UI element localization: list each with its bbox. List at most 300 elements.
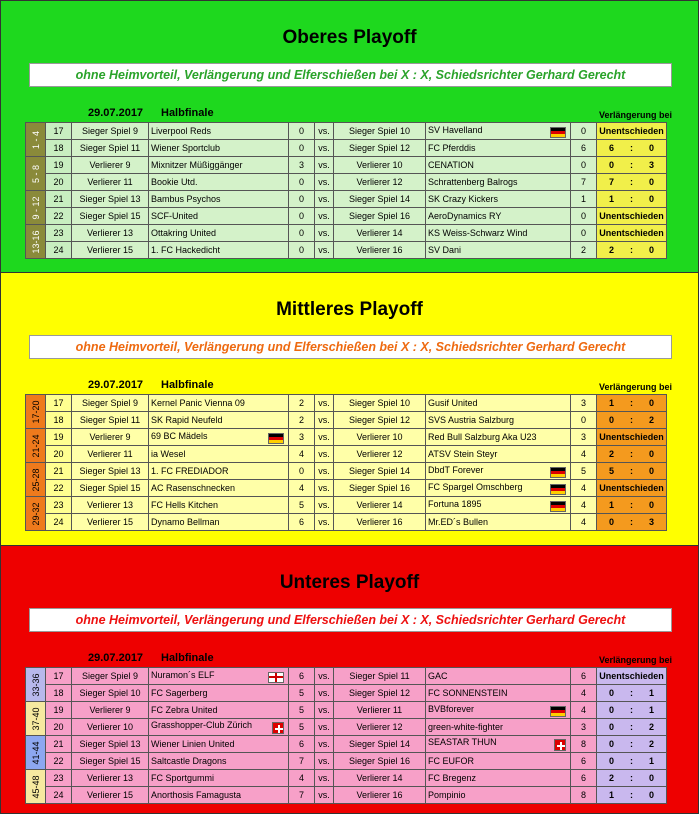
result-a: 0 <box>609 160 615 170</box>
away-team-name: green-white-fighter <box>428 722 504 732</box>
away-slot-label: Verlierer 16 <box>334 242 426 259</box>
rank-group-label: 9 - 12 <box>30 195 41 220</box>
away-team <box>426 208 571 225</box>
home-team-name: Kernel Panic Vienna 09 <box>151 398 245 408</box>
result-score <box>599 500 664 510</box>
result-b: 0 <box>648 449 654 459</box>
home-slot-label: Sieger Spiel 15 <box>72 480 149 497</box>
away-slot-label: Verlierer 16 <box>334 514 426 531</box>
away-team-name: SV Havelland <box>428 124 483 135</box>
home-slot-label: Verlierer 9 <box>72 429 149 446</box>
switzerland-flag-icon <box>272 722 284 734</box>
away-score: 4 <box>571 497 597 514</box>
away-slot-label: Sieger Spiel 14 <box>334 191 426 208</box>
rank-group-label: 45-48 <box>30 774 41 799</box>
home-score: 4 <box>289 770 315 787</box>
rank-group <box>26 497 46 531</box>
home-team-name: Bambus Psychos <box>151 194 221 204</box>
vs-label: vs. <box>315 174 334 191</box>
away-score: 6 <box>571 140 597 157</box>
home-team <box>149 395 289 412</box>
away-team <box>426 191 571 208</box>
away-slot-label: Sieger Spiel 10 <box>334 123 426 140</box>
table-row <box>26 685 667 702</box>
away-score: 4 <box>571 514 597 531</box>
result-sep: : <box>630 688 633 698</box>
result-score <box>599 739 664 749</box>
match-number: 18 <box>46 412 72 429</box>
rules-banner: ohne Heimvorteil, Verlängerung und Elferschießen bei X : X, Schiedsrichter Gerhard Gerecht <box>29 63 672 87</box>
extra-time-result <box>597 242 667 259</box>
result-a: 0 <box>609 688 615 698</box>
result-a: 0 <box>609 739 615 749</box>
germany-flag-icon <box>550 467 566 478</box>
extra-time-header: Verlängerung bei <box>598 382 672 392</box>
match-number: 20 <box>46 446 72 463</box>
home-team <box>149 736 289 753</box>
result-score <box>599 705 664 715</box>
table-row <box>26 242 667 259</box>
result-sep: : <box>630 194 633 204</box>
home-team-name: 1. FC FREDIADOR <box>151 466 229 476</box>
table-row <box>26 429 667 446</box>
away-score: 4 <box>571 685 597 702</box>
home-score: 2 <box>289 412 315 429</box>
table-row <box>26 208 667 225</box>
home-slot-label: Sieger Spiel 13 <box>72 463 149 480</box>
home-team <box>149 719 289 736</box>
away-team-name: FC Spargel Omschberg <box>428 481 523 492</box>
match-number: 23 <box>46 225 72 242</box>
away-team-name: Mr.ED´s Bullen <box>428 517 489 527</box>
rank-group-label: 33-36 <box>30 672 41 697</box>
away-score: 1 <box>571 191 597 208</box>
table-row <box>26 753 667 770</box>
extra-time-result <box>597 429 667 446</box>
away-score: 3 <box>571 429 597 446</box>
extra-time-result <box>597 174 667 191</box>
home-slot-label: Verlierer 15 <box>72 514 149 531</box>
home-score: 0 <box>289 463 315 480</box>
vs-label: vs. <box>315 719 334 736</box>
result-sep: : <box>630 739 633 749</box>
home-team-name: Grasshopper-Club Zürich <box>151 720 253 730</box>
away-score: 6 <box>571 770 597 787</box>
away-score: 8 <box>571 787 597 804</box>
rank-group <box>26 429 46 463</box>
away-slot-label: Verlierer 11 <box>334 702 426 719</box>
result-b: 2 <box>648 722 654 732</box>
vs-label: vs. <box>315 480 334 497</box>
result-score <box>599 466 664 476</box>
away-slot-label: Sieger Spiel 12 <box>334 140 426 157</box>
vs-label: vs. <box>315 497 334 514</box>
away-team <box>426 497 571 514</box>
playoff-section <box>0 272 699 546</box>
match-number: 19 <box>46 429 72 446</box>
germany-flag-icon <box>550 706 566 717</box>
table-row <box>26 497 667 514</box>
result-sep: : <box>630 449 633 459</box>
away-slot-label: Verlierer 10 <box>334 157 426 174</box>
home-score: 0 <box>289 140 315 157</box>
result-b: 0 <box>648 773 654 783</box>
home-slot-label: Sieger Spiel 11 <box>72 140 149 157</box>
vs-label: vs. <box>315 242 334 259</box>
home-team-name: SK Rapid Neufeld <box>151 415 223 425</box>
result-sep: : <box>630 790 633 800</box>
home-team <box>149 770 289 787</box>
away-slot-label: Sieger Spiel 14 <box>334 736 426 753</box>
home-score: 7 <box>289 753 315 770</box>
rank-group <box>26 123 46 157</box>
result-score <box>599 790 664 800</box>
away-team <box>426 140 571 157</box>
home-team-name: 69 BC Mädels <box>151 430 208 441</box>
home-slot-label: Sieger Spiel 11 <box>72 412 149 429</box>
result-a: 1 <box>609 500 615 510</box>
result-sep: : <box>630 773 633 783</box>
result-b: 2 <box>648 739 654 749</box>
result-score <box>599 756 664 766</box>
away-team-name: FC SONNENSTEIN <box>428 688 508 698</box>
vs-label: vs. <box>315 157 334 174</box>
result-b: 0 <box>648 143 654 153</box>
result-score <box>599 194 664 204</box>
result-sep: : <box>630 245 633 255</box>
vs-label: vs. <box>315 702 334 719</box>
home-team-name: ia Wesel <box>151 449 186 459</box>
home-slot-label: Verlierer 13 <box>72 497 149 514</box>
vs-label: vs. <box>315 225 334 242</box>
extra-time-result <box>597 685 667 702</box>
result-sep: : <box>630 160 633 170</box>
vs-label: vs. <box>315 395 334 412</box>
home-team <box>149 463 289 480</box>
home-score: 3 <box>289 429 315 446</box>
away-team-name: DbdT Forever <box>428 464 484 475</box>
home-team-name: SCF-United <box>151 211 199 221</box>
extra-time-header: Verlängerung bei <box>598 655 672 665</box>
away-team <box>426 429 571 446</box>
rank-group-label: 17-20 <box>30 399 41 424</box>
away-team-name: KS Weiss-Schwarz Wind <box>428 228 528 238</box>
result-b: 1 <box>648 756 654 766</box>
home-score: 5 <box>289 702 315 719</box>
result-b: 3 <box>648 160 654 170</box>
away-team <box>426 514 571 531</box>
away-slot-label: Verlierer 14 <box>334 497 426 514</box>
home-team <box>149 446 289 463</box>
rank-group <box>26 668 46 702</box>
match-number: 24 <box>46 787 72 804</box>
rank-group-label: 13-16 <box>30 229 41 254</box>
draw-label: Unentschieden <box>599 211 664 221</box>
home-team-name: Saltcastle Dragons <box>151 756 227 766</box>
home-score: 5 <box>289 497 315 514</box>
away-team <box>426 736 571 753</box>
home-score: 6 <box>289 514 315 531</box>
home-team <box>149 480 289 497</box>
home-team <box>149 514 289 531</box>
away-team <box>426 787 571 804</box>
home-slot-label: Sieger Spiel 15 <box>72 208 149 225</box>
away-score: 0 <box>571 225 597 242</box>
result-b: 2 <box>648 415 654 425</box>
extra-time-result <box>597 514 667 531</box>
extra-time-result <box>597 770 667 787</box>
home-slot-label: Verlierer 13 <box>72 770 149 787</box>
result-a: 2 <box>609 449 615 459</box>
away-score: 0 <box>571 157 597 174</box>
table-row <box>26 702 667 719</box>
away-score: 4 <box>571 702 597 719</box>
vs-label: vs. <box>315 770 334 787</box>
match-number: 21 <box>46 736 72 753</box>
home-team-name: Wiener Linien United <box>151 739 235 749</box>
vs-label: vs. <box>315 446 334 463</box>
home-team <box>149 123 289 140</box>
away-slot-label: Sieger Spiel 16 <box>334 480 426 497</box>
rank-group <box>26 225 46 259</box>
match-number: 17 <box>46 668 72 685</box>
match-number: 22 <box>46 480 72 497</box>
extra-time-result <box>597 412 667 429</box>
home-slot-label: Verlierer 11 <box>72 174 149 191</box>
table-row <box>26 787 667 804</box>
home-score: 3 <box>289 157 315 174</box>
result-a: 0 <box>609 756 615 766</box>
games-table <box>25 122 667 259</box>
extra-time-result <box>597 157 667 174</box>
match-phase: Halbfinale <box>161 379 214 391</box>
home-score: 0 <box>289 242 315 259</box>
result-score <box>599 449 664 459</box>
match-number: 17 <box>46 123 72 140</box>
home-slot-label: Sieger Spiel 9 <box>72 395 149 412</box>
home-team-name: Anorthosis Famagusta <box>151 790 242 800</box>
result-a: 1 <box>609 790 615 800</box>
section-title: Unteres Playoff <box>279 572 420 593</box>
result-sep: : <box>630 415 633 425</box>
home-team-name: FC Hells Kitchen <box>151 500 219 510</box>
away-score: 4 <box>571 480 597 497</box>
away-score: 0 <box>571 208 597 225</box>
result-score <box>599 517 664 527</box>
result-a: 0 <box>609 705 615 715</box>
home-score: 6 <box>289 668 315 685</box>
home-team <box>149 787 289 804</box>
home-team-name: 1. FC Hackedicht <box>151 245 221 255</box>
away-score: 6 <box>571 753 597 770</box>
table-row <box>26 514 667 531</box>
home-team <box>149 208 289 225</box>
draw-label: Unentschieden <box>599 483 664 493</box>
vs-label: vs. <box>315 191 334 208</box>
rank-group <box>26 191 46 225</box>
away-team <box>426 685 571 702</box>
result-a: 0 <box>609 517 615 527</box>
away-score: 7 <box>571 174 597 191</box>
home-team-name: Ottakring United <box>151 228 217 238</box>
result-sep: : <box>630 756 633 766</box>
result-b: 1 <box>648 688 654 698</box>
away-team <box>426 174 571 191</box>
match-number: 23 <box>46 497 72 514</box>
away-team <box>426 225 571 242</box>
home-team-name: Bookie Utd. <box>151 177 198 187</box>
draw-label: Unentschieden <box>599 671 664 681</box>
extra-time-result <box>597 446 667 463</box>
vs-label: vs. <box>315 668 334 685</box>
rank-group-label: 41-44 <box>30 740 41 765</box>
home-team <box>149 412 289 429</box>
table-row <box>26 668 667 685</box>
away-team-name: GAC <box>428 671 448 681</box>
away-team <box>426 463 571 480</box>
home-team-name: Wiener Sportclub <box>151 143 221 153</box>
result-a: 2 <box>609 245 615 255</box>
home-score: 7 <box>289 787 315 804</box>
away-score: 4 <box>571 446 597 463</box>
vs-label: vs. <box>315 514 334 531</box>
extra-time-result <box>597 225 667 242</box>
away-team <box>426 157 571 174</box>
away-team-name: CENATION <box>428 160 474 170</box>
vs-label: vs. <box>315 787 334 804</box>
vs-label: vs. <box>315 736 334 753</box>
away-score: 2 <box>571 242 597 259</box>
home-team <box>149 685 289 702</box>
away-team <box>426 123 571 140</box>
table-row <box>26 446 667 463</box>
home-slot-label: Sieger Spiel 10 <box>72 685 149 702</box>
games-table <box>25 394 667 531</box>
extra-time-result <box>597 463 667 480</box>
home-team <box>149 668 289 685</box>
result-score <box>599 415 664 425</box>
extra-time-result <box>597 497 667 514</box>
rank-group-label: 5 - 8 <box>30 164 41 183</box>
away-score: 0 <box>571 123 597 140</box>
home-score: 4 <box>289 446 315 463</box>
home-team-name: FC Sportgummi <box>151 773 215 783</box>
home-team <box>149 429 289 446</box>
result-a: 0 <box>609 722 615 732</box>
rank-group <box>26 770 46 804</box>
rank-group <box>26 702 46 736</box>
result-a: 5 <box>609 466 615 476</box>
home-team-name: FC Zebra United <box>151 705 218 715</box>
home-team <box>149 191 289 208</box>
table-row <box>26 412 667 429</box>
home-team-name: Mixnitzer Müßiggänger <box>151 160 243 170</box>
vs-label: vs. <box>315 123 334 140</box>
match-number: 23 <box>46 770 72 787</box>
match-phase: Halbfinale <box>161 107 214 119</box>
result-sep: : <box>630 143 633 153</box>
match-number: 19 <box>46 702 72 719</box>
away-score: 6 <box>571 668 597 685</box>
result-a: 1 <box>609 398 615 408</box>
extra-time-result <box>597 668 667 685</box>
away-team <box>426 753 571 770</box>
switzerland-flag-icon <box>554 739 566 751</box>
home-slot-label: Verlierer 9 <box>72 157 149 174</box>
match-number: 22 <box>46 753 72 770</box>
away-team <box>426 446 571 463</box>
vs-label: vs. <box>315 140 334 157</box>
rank-group-label: 1 - 4 <box>30 130 41 149</box>
away-team <box>426 395 571 412</box>
away-slot-label: Sieger Spiel 12 <box>334 685 426 702</box>
home-team-name: AC Rasenschnecken <box>151 483 236 493</box>
result-b: 0 <box>648 398 654 408</box>
away-team <box>426 702 571 719</box>
rank-group-label: 29-32 <box>30 501 41 526</box>
home-team-name: Liverpool Reds <box>151 126 212 136</box>
home-slot-label: Sieger Spiel 9 <box>72 123 149 140</box>
home-score: 0 <box>289 208 315 225</box>
away-slot-label: Sieger Spiel 16 <box>334 208 426 225</box>
home-team-name: Dynamo Bellman <box>151 517 220 527</box>
away-team <box>426 719 571 736</box>
rank-group <box>26 463 46 497</box>
home-score: 0 <box>289 174 315 191</box>
vs-label: vs. <box>315 208 334 225</box>
table-row <box>26 736 667 753</box>
vs-label: vs. <box>315 463 334 480</box>
rank-group <box>26 736 46 770</box>
match-date: 29.07.2017 <box>88 652 144 664</box>
home-score: 0 <box>289 225 315 242</box>
result-b: 0 <box>648 177 654 187</box>
vs-label: vs. <box>315 685 334 702</box>
germany-flag-icon <box>550 484 566 495</box>
germany-flag-icon <box>268 433 284 444</box>
extra-time-result <box>597 191 667 208</box>
result-score <box>599 143 664 153</box>
result-score <box>599 688 664 698</box>
result-score <box>599 160 664 170</box>
home-slot-label: Verlierer 10 <box>72 719 149 736</box>
table-row <box>26 191 667 208</box>
playoff-section <box>0 545 699 814</box>
result-a: 0 <box>609 415 615 425</box>
result-sep: : <box>630 705 633 715</box>
result-score <box>599 722 664 732</box>
rank-group-label: 37-40 <box>30 706 41 731</box>
games-table <box>25 667 667 804</box>
result-b: 0 <box>648 500 654 510</box>
table-row <box>26 174 667 191</box>
away-score: 3 <box>571 395 597 412</box>
away-team-name: Gusif United <box>428 398 478 408</box>
germany-flag-icon <box>550 127 566 138</box>
section-title: Mittleres Playoff <box>276 299 423 320</box>
match-phase: Halbfinale <box>161 652 214 664</box>
table-row <box>26 719 667 736</box>
rank-group-label: 25-28 <box>30 467 41 492</box>
home-slot-label: Verlierer 9 <box>72 702 149 719</box>
extra-time-result <box>597 480 667 497</box>
rules-banner: ohne Heimvorteil, Verlängerung und Elferschießen bei X : X, Schiedsrichter Gerhard Gerecht <box>29 608 672 632</box>
result-b: 0 <box>648 194 654 204</box>
home-team-name: Nuramon´s ELF <box>151 669 215 680</box>
match-number: 20 <box>46 174 72 191</box>
match-number: 20 <box>46 719 72 736</box>
rank-group <box>26 157 46 191</box>
